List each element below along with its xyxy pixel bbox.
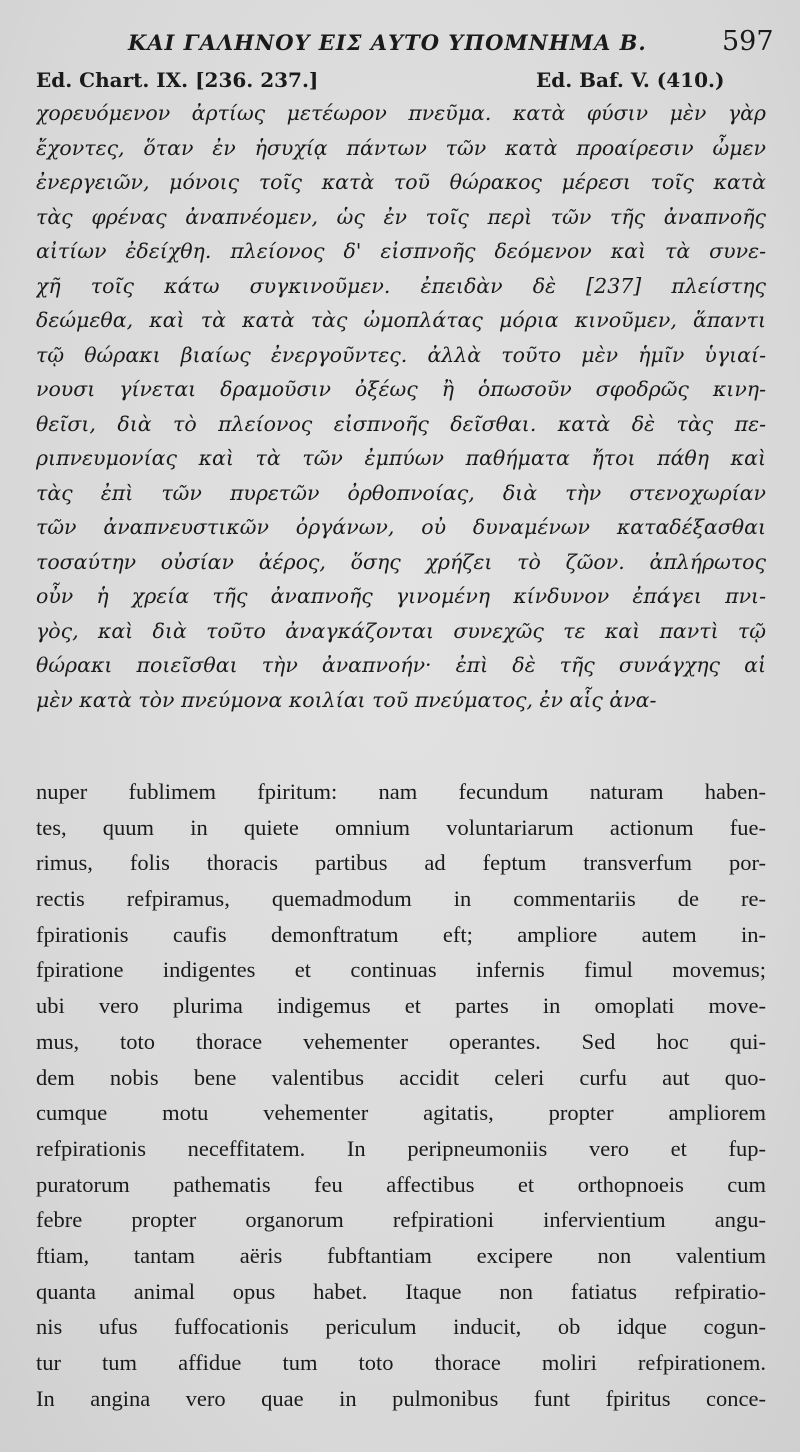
- greek-text-block: [36, 96, 766, 717]
- greek-line: δεώμεθα, καὶ τὰ κατὰ τὰς ὠμοπλάτας μόρια κινοῦμεν, ἅπαντι: [36, 308, 766, 332]
- latin-line: refpirationis neceffitatem. In peripneumoniis vero et fup-: [36, 1135, 766, 1161]
- latin-line: rectis refpiramus, quemadmodum in commentariis de re-: [36, 886, 766, 912]
- greek-line: χῆ τοῖς κάτω συγκινοῦμεν. ἐπειδὰν δὲ [237] πλείστης: [36, 273, 766, 298]
- latin-line: fpirationis caufis demonftratum eft; ampliore autem in-: [36, 921, 766, 947]
- latin-line: nis ufus fuffocationis periculum inducit, ob idque cogun-: [36, 1314, 766, 1340]
- latin-line: dem nobis bene valentibus accidit celeri curfu aut quo-: [36, 1064, 766, 1090]
- greek-line: ριπνευμονίας καὶ τὰ τῶν ἐμπύων παθήματα ἤτοι πάθη καὶ: [36, 446, 766, 470]
- latin-line: cumque motu vehementer agitatis, propter ampliorem: [36, 1100, 766, 1126]
- greek-line: νουσι γίνεται δραμοῦσιν ὀξέως ἢ ὁπωσοῦν σφοδρῶς κινη-: [36, 377, 766, 401]
- greek-line: μὲν κατὰ τὸν πνεύμονα κοιλίαι τοῦ πνεύματος, ἐν αἷς ἀνα-: [36, 687, 657, 712]
- latin-line: puratorum pathematis feu affectibus et orthopnoeis cum: [36, 1171, 766, 1197]
- greek-line: οὖν ἡ χρεία τῆς ἀναπνοῆς γινομένη κίνδυνον ἐπάγει πνι-: [36, 584, 766, 608]
- greek-line: αἰτίων ἐδείχθη. πλείονος δ' εἰσπνοῆς δεόμενον καὶ τὰ συνε-: [36, 239, 766, 263]
- greek-line: τῷ θώρακι βιαίως ἐνεργοῦντες. ἀλλὰ τοῦτο μὲν ἡμῖν ὑγιαί-: [36, 342, 766, 367]
- latin-line: In angina vero quae in pulmonibus funt fpiritus conce-: [36, 1385, 766, 1411]
- latin-line: tes, quum in quiete omnium voluntariarum actionum fue-: [36, 814, 766, 840]
- latin-text-block: [36, 774, 766, 1416]
- greek-line: χορευόμενον ἀρτίως μετέωρον πνεῦμα. κατὰ φύσιν μὲν γὰρ: [36, 101, 766, 125]
- greek-line: τὰς φρένας ἀναπνέομεν, ὡς ἐν τοῖς περὶ τῶν τῆς ἀναπνοῆς: [36, 204, 766, 229]
- edition-reference-chart: Ed. Chart. IX. [236. 237.]: [36, 68, 319, 92]
- greek-line: τοσαύτην οὐσίαν ἀέρος, ὅσης χρήζει τὸ ζῶον. ἀπλήρωτος: [36, 549, 766, 574]
- latin-line: quanta animal opus habet. Itaque non fatiatus refpiratio-: [36, 1278, 766, 1304]
- latin-line: ubi vero plurima indigemus et partes in omoplati move-: [36, 993, 766, 1019]
- edition-reference-bas: Ed. Baf. V. (410.): [536, 68, 725, 92]
- latin-line: rimus, folis thoracis partibus ad feptum transverfum por-: [36, 850, 766, 876]
- greek-line: θώρακι ποιεῖσθαι τὴν ἀναπνοήν· ἐπὶ δὲ τῆς συνάγχης αἱ: [36, 653, 766, 677]
- page-number: 597: [722, 26, 774, 57]
- greek-line: τὰς ἐπὶ τῶν πυρετῶν ὀρθοπνοίας, διὰ τὴν στενοχωρίαν: [36, 480, 766, 505]
- greek-line: τῶν ἀναπνευστικῶν ὀργάνων, οὐ δυναμένων καταδέξασθαι: [36, 515, 766, 539]
- latin-line: mus, toto thorace vehementer operantes. Sed hoc qui-: [36, 1028, 766, 1054]
- greek-line: θεῖσι, διὰ τὸ πλείονος εἰσπνοῆς δεῖσθαι. κατὰ δὲ τὰς πε-: [36, 411, 766, 436]
- greek-line: ἔχοντες, ὅταν ἐν ἡσυχίᾳ πάντων τῶν κατὰ προαίρεσιν ὦμεν: [36, 135, 766, 160]
- latin-line: febre propter organorum refpirationi infervientium angu-: [36, 1207, 766, 1233]
- latin-line: tur tum affidue tum toto thorace moliri refpirationem.: [36, 1350, 766, 1375]
- latin-line: fpiratione indigentes et continuas infernis fimul movemus;: [36, 957, 766, 983]
- greek-line: γὸς, καὶ διὰ τοῦτο ἀναγκάζονται συνεχῶς τε καὶ παντὶ τῷ: [36, 618, 766, 643]
- latin-line: nuper fublimem fpiritum: nam fecundum naturam haben-: [36, 779, 766, 804]
- greek-line: ἐνεργειῶν, μόνοις τοῖς κατὰ τοῦ θώρακος μέρεσι τοῖς κατὰ: [36, 170, 766, 194]
- running-title: ΚΑΙ ΓΑΛΗΝΟΥ ΕΙΣ ΑΥΤΟ ΥΠΟΜΝΗΜΑ Β.: [128, 30, 647, 55]
- latin-line: ftiam, tantam aëris fubftantiam excipere non valentium: [36, 1242, 766, 1268]
